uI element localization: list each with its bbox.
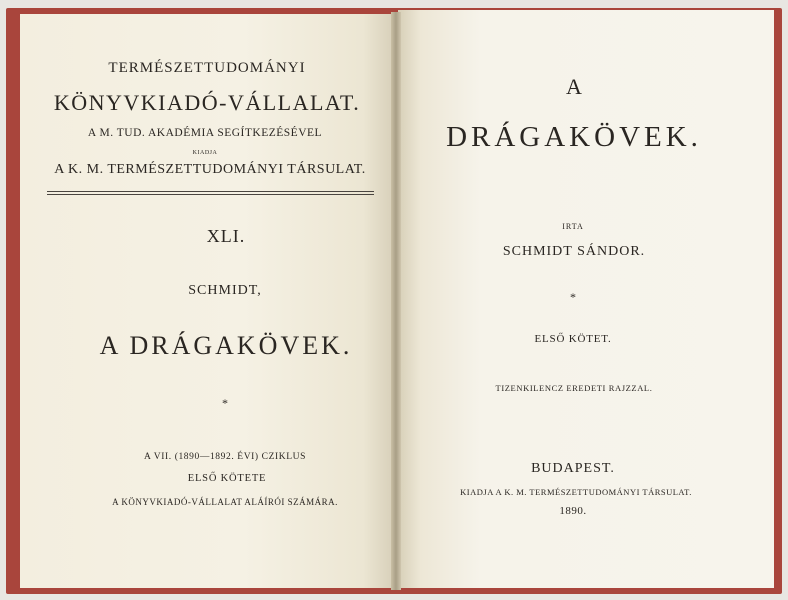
right-title: DRÁGAKÖVEK. — [446, 121, 702, 153]
right-author: SCHMIDT SÁNDOR. — [502, 244, 646, 259]
title-article: A — [566, 74, 582, 99]
academy-line: A M. TUD. AKADÉMIA SEGÍTKEZÉSÉVEL — [87, 127, 323, 139]
divider-rule-top — [47, 191, 374, 192]
first-volume-line: ELSŐ KÖTETE — [187, 473, 267, 484]
left-title: A DRÁGAKÖVEK. — [99, 331, 353, 360]
right-ornament: * — [570, 290, 576, 304]
year-label: 1890. — [559, 505, 587, 517]
illustrations-line: TIZENKILENCZ EREDETI RAJZZAL. — [495, 383, 653, 393]
divider-rule-bottom — [47, 194, 374, 195]
volume-number: XLI. — [206, 226, 246, 246]
society-line: A K. M. TERMÉSZETTUDOMÁNYI TÁRSULAT. — [54, 162, 366, 177]
kiadja-label: KIADJA — [192, 150, 218, 156]
publisher-line: KIADJA A K. M. TERMÉSZETTUDOMÁNYI TÁRSULAT. — [460, 487, 692, 497]
left-ornament: * — [222, 396, 228, 410]
cycle-line: A VII. (1890—1892. ÉVI) CZIKLUS — [144, 452, 306, 462]
subscribers-line: A KÖNYVKIADÓ-VÁLLALAT ALÁÍRÓI SZÁMÁRA. — [112, 497, 338, 507]
series-line-1: TERMÉSZETTUDOMÁNYI — [108, 60, 306, 76]
book-gutter — [391, 12, 401, 590]
series-line-2: KÖNYVKIADÓ-VÁLLALAT. — [53, 90, 361, 115]
right-page — [398, 10, 774, 588]
left-author: SCHMIDT, — [188, 283, 262, 298]
volume-label: ELSŐ KÖTET. — [534, 333, 612, 345]
irta-label: IRTA — [562, 222, 584, 231]
city-label: BUDAPEST. — [531, 461, 615, 476]
